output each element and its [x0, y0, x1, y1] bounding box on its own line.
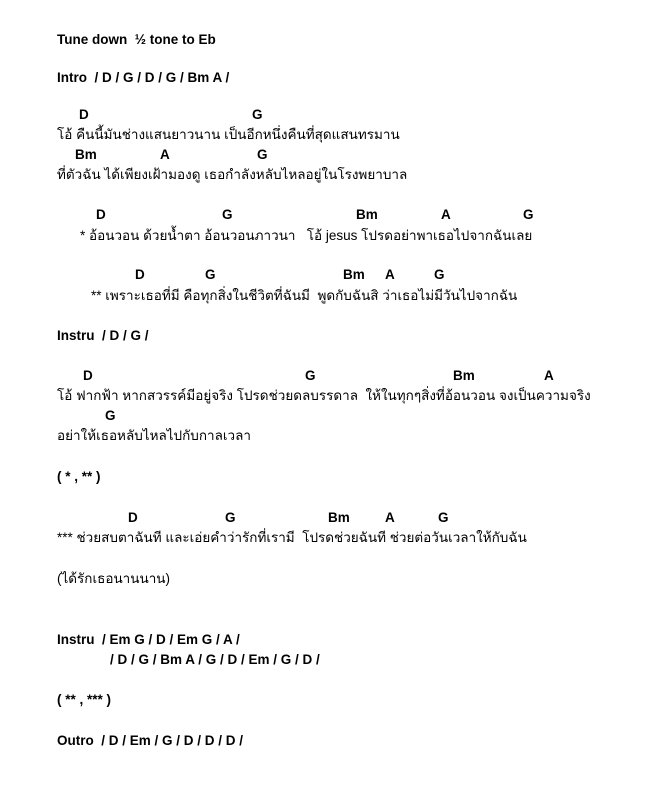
chord: Bm [453, 368, 475, 383]
chord: G [252, 107, 263, 122]
lyric-note: (ได้รักเธอนานนาน) [57, 571, 171, 586]
lyric-line: ที่ตัวฉัน ได้เพียงเฝ้ามองดู เธอกำลังหลับไหลอยู่ในโรงพยาบาล [57, 167, 408, 182]
chord: A [544, 368, 554, 383]
chord: Bm [356, 207, 378, 222]
instrumental-2-line-2: / D / G / Bm A / G / D / Em / G / D / [110, 652, 320, 667]
chord: G [225, 510, 236, 525]
chord: G [257, 147, 268, 162]
lyric-line: โอ้ ฟากฟ้า หากสวรรค์มีอยู่จริง โปรดช่วยดลบรรดาล ให้ในทุกๆสิ่งที่อ้อนวอน จงเป็นความจริง [57, 388, 591, 403]
instrumental-2-line-1: Instru / Em G / D / Em G / A / [57, 632, 240, 647]
chord: G [523, 207, 534, 222]
chord: D [79, 107, 89, 122]
chord: Bm [328, 510, 350, 525]
chord: G [105, 408, 116, 423]
chord: G [205, 267, 216, 282]
chord: D [135, 267, 145, 282]
chord: G [305, 368, 316, 383]
chord: Bm [343, 267, 365, 282]
chord: D [96, 207, 106, 222]
repeat-marker: ( ** , *** ) [57, 692, 112, 707]
chord: D [83, 368, 93, 383]
intro-chords: Intro / D / G / D / G / Bm A / [57, 70, 230, 85]
lyric-line: โอ้ คืนนี้มันช่างแสนยาวนาน เป็นอีกหนึ่งคืนที่สุดแสนทรมาน [57, 127, 400, 142]
chord: A [441, 207, 451, 222]
instrumental-1: Instru / D / G / [57, 328, 149, 343]
outro-chords: Outro / D / Em / G / D / D / D / [57, 733, 244, 748]
chord: A [160, 147, 170, 162]
lyric-line: ** เพราะเธอที่มี คือทุกสิ่งในชีวิตที่ฉันมี พูดกับฉันสิ ว่าเธอไม่มีวันไปจากฉัน [91, 288, 518, 303]
repeat-marker: ( * , ** ) [57, 469, 101, 484]
chord: A [385, 267, 395, 282]
chord: G [438, 510, 449, 525]
lyric-line: อย่าให้เธอหลับไหลไปกับกาลเวลา [57, 428, 251, 443]
lyric-line: *** ช่วยสบตาฉันที และเอ่ยคำว่ารักที่เรามี โปรดช่วยฉันที ช่วยต่อวันเวลาให้กับฉัน [57, 530, 527, 545]
chord: A [385, 510, 395, 525]
lyric-line: * อ้อนวอน ด้วยน้ำตา อ้อนวอนภาวนา โอ้ jesus โปรดอย่าพาเธอไปจากฉันเลย [80, 228, 533, 243]
tuning-note: Tune down ½ tone to Eb [57, 32, 216, 47]
chord: G [434, 267, 445, 282]
chord: Bm [75, 147, 97, 162]
chord: D [128, 510, 138, 525]
chord: G [222, 207, 233, 222]
